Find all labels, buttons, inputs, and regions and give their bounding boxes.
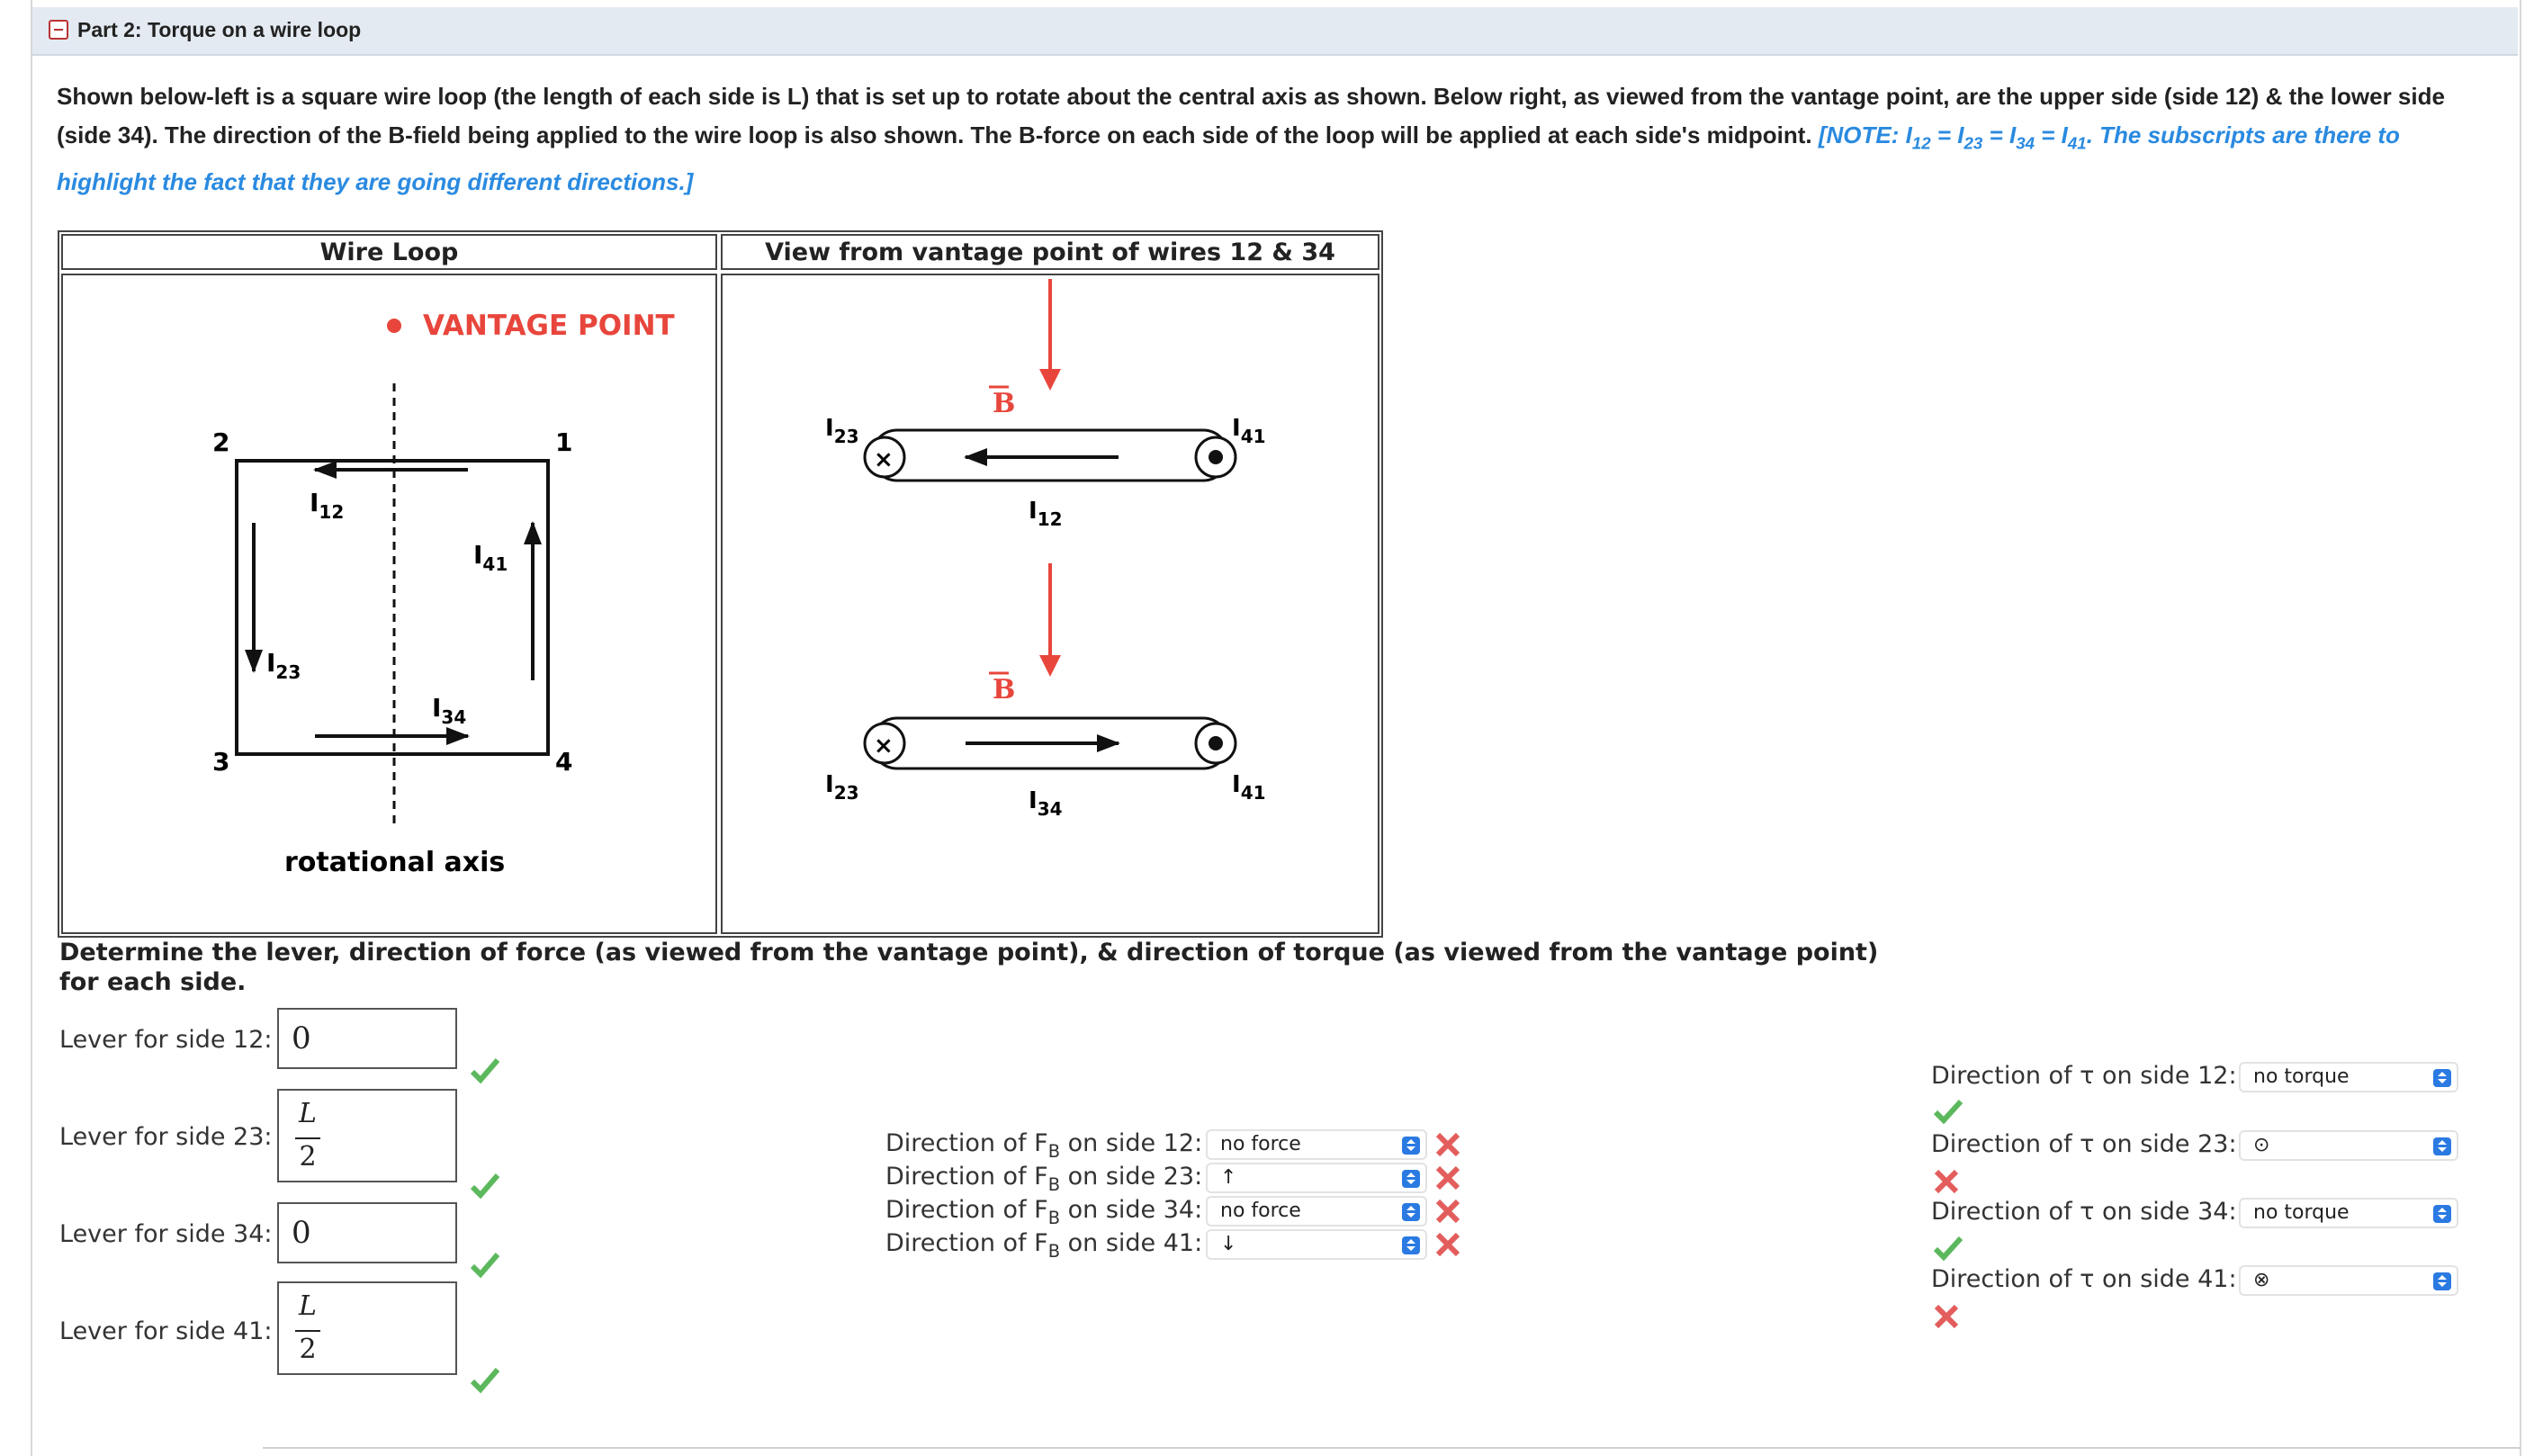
force-34-label: Direction of $F_B$ on side 34:: [885, 1196, 1203, 1228]
select-arrows-icon: [2433, 1137, 2451, 1155]
view-top-i23-label: $I_{23}$: [825, 415, 859, 447]
select-arrows-icon: [1402, 1137, 1420, 1155]
wire-loop-header: Wire Loop: [61, 234, 717, 270]
torque-12-correct-icon: [1933, 1098, 1963, 1125]
torque-41-select[interactable]: ⊗: [2239, 1265, 2458, 1296]
wire-loop-cell: [61, 274, 717, 934]
select-arrows-icon: [2433, 1272, 2451, 1290]
out-of-page-dot-top: [1209, 450, 1223, 464]
vantage-view-cell: [721, 274, 1379, 934]
select-arrows-icon: [2433, 1205, 2451, 1223]
torque-12-select[interactable]: no torque: [2239, 1062, 2458, 1092]
corner-2-label: 2: [212, 427, 230, 457]
torque-34-correct-icon: [1933, 1235, 1963, 1262]
lever-12-correct-icon: [470, 1055, 500, 1085]
statement-text: Shown below-left is a square wire loop (the length of each side is L) that is set up to rotate about the central axis as shown. Below right, as viewed from the vantage point, are the upper side (side 12) & the lower side (side 34). The direction of the B-field being applied to the wire loop is also shown. The B-force on each side of the loop will be applied at each side's midpoint.: [57, 83, 2445, 148]
part-header[interactable]: [32, 7, 2518, 56]
lever-34-input[interactable]: [277, 1202, 457, 1263]
lever-23-correct-icon: [470, 1170, 500, 1200]
select-arrows-icon: [2433, 1069, 2451, 1087]
force-12-incorrect-icon: [1434, 1131, 1461, 1158]
lever-41-fraction: L 2: [292, 1289, 324, 1371]
into-page-glyph-top: ×: [874, 446, 894, 473]
lever-23-fraction: L 2: [292, 1096, 324, 1179]
torque-12-label: Direction of τ on side 12:: [1931, 1062, 2237, 1090]
corner-3-label: 3: [212, 747, 230, 777]
wire-loop-diagram: [63, 275, 715, 936]
current-34-label: $I_{34}$: [432, 693, 467, 728]
into-page-glyph-bottom: ×: [874, 732, 894, 759]
corner-4-label: 4: [555, 747, 573, 777]
vantage-view-header: View from vantage point of wires 12 & 34: [721, 234, 1379, 270]
lever-41-input[interactable]: [277, 1281, 457, 1375]
view-bottom-i41-label: $I_{41}$: [1232, 771, 1266, 804]
torque-23-label: Direction of τ on side 23:: [1931, 1130, 2237, 1158]
select-arrows-icon: [1402, 1170, 1420, 1188]
problem-statement: [57, 77, 2468, 202]
select-arrows-icon: [1402, 1236, 1420, 1254]
view-top-i41-label: $I_{41}$: [1232, 415, 1266, 447]
force-41-label: Direction of $F_B$ on side 41:: [885, 1229, 1203, 1262]
lever-41-label: Lever for side 41:: [59, 1317, 273, 1345]
corner-1-label: 1: [555, 427, 573, 457]
note-text: [NOTE: $I_{12} = I_{23} = I_{34} = I_{41}$. The subscripts are there to highlight the fact that they are going different directions.]: [57, 121, 2400, 195]
torque-23-incorrect-icon: [1933, 1168, 1960, 1195]
current-12-label: $I_{12}$: [310, 488, 345, 523]
torque-41-incorrect-icon: [1933, 1303, 1960, 1330]
diagram-table: [58, 230, 1383, 938]
force-23-incorrect-icon: [1434, 1164, 1461, 1191]
vantage-point-dot: [387, 319, 401, 333]
force-23-label: Direction of $F_B$ on side 23:: [885, 1163, 1203, 1195]
torque-34-label: Direction of τ on side 34:: [1931, 1198, 2237, 1226]
lever-23-label: Lever for side 23:: [59, 1123, 273, 1151]
instructions: Determine the lever, direction of force (as viewed from the vantage point), & direction of torque (as viewed from the vantage point) for each side.: [59, 939, 1879, 996]
force-41-incorrect-icon: [1434, 1231, 1461, 1258]
lever-12-label: Lever for side 12:: [59, 1026, 273, 1054]
wire-loop-square: [237, 461, 548, 754]
b-field-label-top: B: [993, 388, 1016, 419]
lever-34-label: Lever for side 34:: [59, 1220, 273, 1248]
torque-41-label: Direction of τ on side 41:: [1931, 1265, 2237, 1293]
force-34-incorrect-icon: [1434, 1198, 1461, 1225]
bottom-divider: [263, 1447, 2521, 1449]
part-title: Part 2: Torque on a wire loop: [77, 18, 362, 41]
lever-12-value: 0: [292, 1020, 311, 1056]
lever-12-input[interactable]: [277, 1008, 457, 1069]
lever-23-input[interactable]: [277, 1089, 457, 1182]
force-34-select[interactable]: no force: [1206, 1196, 1427, 1227]
view-bottom-i23-label: $I_{23}$: [825, 771, 859, 804]
vantage-point-label: VANTAGE POINT: [423, 310, 675, 342]
torque-23-select[interactable]: ⊙: [2239, 1130, 2458, 1161]
lever-34-value: 0: [292, 1215, 311, 1251]
force-12-label: Direction of $F_B$ on side 12:: [885, 1129, 1203, 1162]
force-41-select[interactable]: ↓: [1206, 1229, 1427, 1260]
collapse-icon[interactable]: [49, 20, 68, 40]
b-field-label-bottom: B: [993, 674, 1016, 706]
vantage-view-diagram: [723, 275, 1378, 936]
force-23-select[interactable]: ↑: [1206, 1163, 1427, 1193]
rotational-axis-label: rotational axis: [284, 847, 506, 878]
out-of-page-dot-bottom: [1209, 736, 1223, 750]
view-i12-label: $I_{12}$: [1029, 498, 1063, 530]
lever-41-correct-icon: [470, 1364, 500, 1395]
force-12-select[interactable]: no force: [1206, 1129, 1427, 1160]
lever-34-correct-icon: [470, 1249, 500, 1280]
torque-34-select[interactable]: no torque: [2239, 1198, 2458, 1228]
view-i34-label: $I_{34}$: [1029, 787, 1063, 820]
select-arrows-icon: [1402, 1203, 1420, 1221]
current-23-label: $I_{23}$: [266, 648, 301, 683]
current-41-label: $I_{41}$: [473, 540, 508, 575]
